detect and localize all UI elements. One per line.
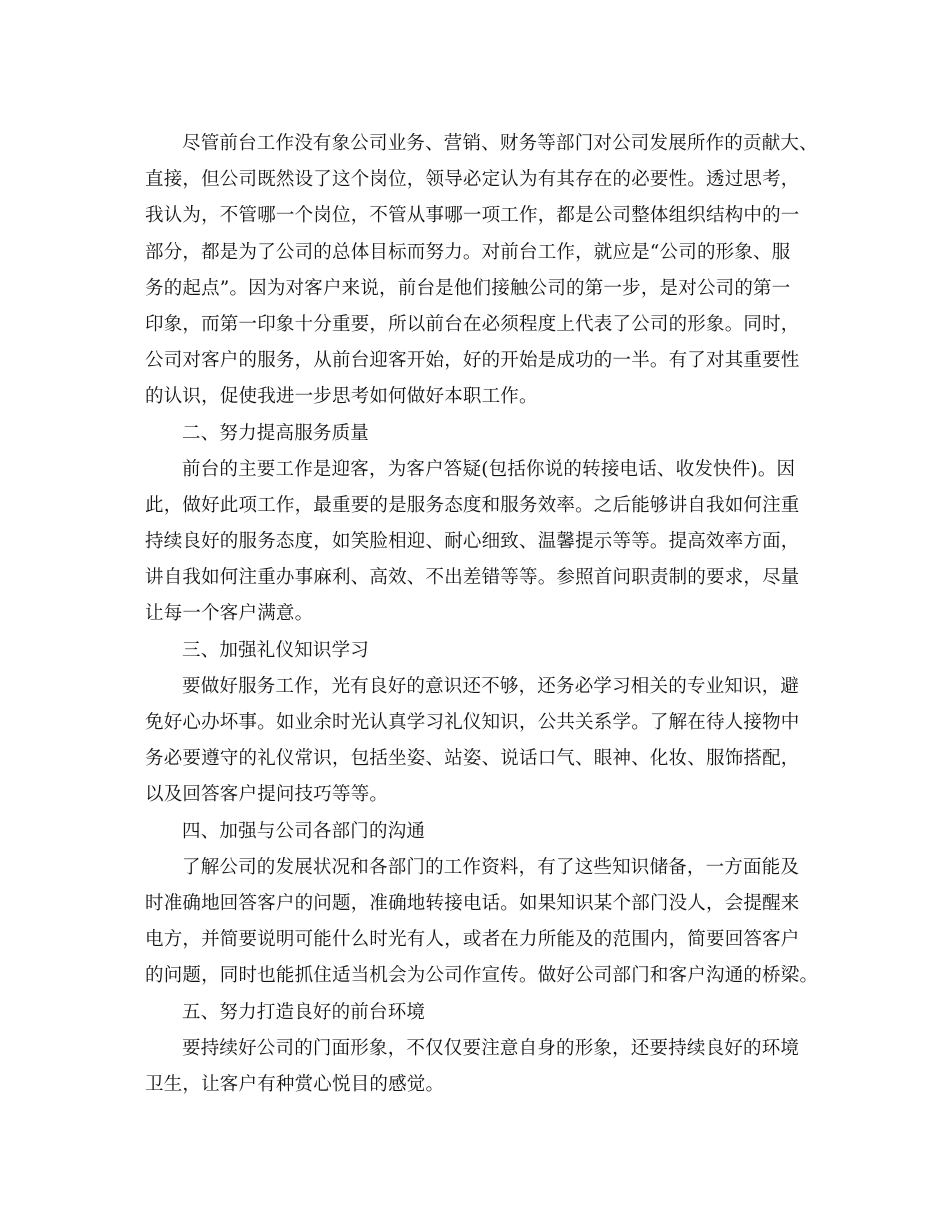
paragraph-4-line-1: 了解公司的发展状况和各部门的工作资料，有了这些知识储备，一方面能及	[182, 856, 800, 878]
paragraph-3-line-1: 要做好服务工作，光有良好的意识还不够，还务必学习相关的专业知识，避	[182, 675, 800, 697]
document-page	[145, 126, 819, 1103]
paragraph-2-line-1: 前台的主要工作是迎客，为客户答疑(包括你说的转接电话、收发快件)。因	[182, 458, 796, 480]
paragraph-4-line-3: 电方，并简要说明可能什么时光有人，或者在力所能及的范围内，简要回答客户	[145, 929, 800, 951]
paragraph-3-line-3: 务必要遵守的礼仪常识，包括坐姿、站姿、说话口气、眼神、化妆、服饰搭配，	[145, 748, 800, 770]
paragraph-1-line-7: 公司对客户的服务，从前台迎客开始，好的开始是成功的一半。有了对其重要性	[145, 350, 800, 372]
paragraph-1-line-6: 印象，而第一印象十分重要，所以前台在必须程度上代表了公司的形象。同时，	[145, 313, 800, 335]
paragraph-1-line-8: 的认识，促使我进一步思考如何做好本职工作。	[145, 386, 538, 408]
paragraph-4-line-2: 时准确地回答客户的问题，准确地转接电话。如果知识某个部门没人，会提醒来	[145, 892, 800, 914]
paragraph-1-line-5: 务的起点”。因为对客户来说，前台是他们接触公司的第一步，是对公司的第一	[145, 277, 791, 299]
section-heading-3: 三、加强礼仪知识学习	[182, 639, 370, 661]
paragraph-4-line-4: 的问题，同时也能抓住适当机会为公司作宣传。做好公司部门和客户沟通的桥梁。	[145, 965, 819, 987]
section-heading-4: 四、加强与公司各部门的沟通	[182, 820, 426, 842]
paragraph-2-line-3: 持续良好的服务态度，如笑脸相迎、耐心细致、温馨提示等等。提高效率方面，	[145, 531, 800, 553]
paragraph-1-line-3: 我认为，不管哪一个岗位，不管从事哪一项工作，都是公司整体组织结构中的一	[145, 205, 800, 227]
paragraph-1-line-4: 部分，都是为了公司的总体目标而努力。对前台工作，就应是“公司的形象、服	[145, 241, 791, 263]
paragraph-2-line-2: 此，做好此项工作，最重要的是服务态度和服务效率。之后能够讲自我如何注重	[145, 494, 800, 516]
paragraph-1-line-1: 尽管前台工作没有象公司业务、营销、财务等部门对公司发展所作的贡献大、	[182, 133, 818, 154]
paragraph-5-line-2: 卫生，让客户有种赏心悦目的感觉。	[145, 1073, 445, 1095]
section-heading-5: 五、努力打造良好的前台环境	[182, 1001, 426, 1023]
paragraph-3-line-4: 以及回答客户提问技巧等等。	[145, 784, 389, 806]
paragraph-3-line-2: 免好心办坏事。如业余时光认真学习礼仪知识，公共关系学。了解在待人接物中	[145, 712, 800, 733]
paragraph-1-line-2: 直接，但公司既然设了这个岗位，领导必定认为有其存在的必要性。透过思考，	[145, 169, 800, 191]
paragraph-5-line-1: 要持续好公司的门面形象，不仅仅要注意自身的形象，还要持续良好的环境	[182, 1037, 800, 1059]
paragraph-2-line-4: 讲自我如何注重办事麻利、高效、不出差错等等。参照首问职责制的要求，尽量	[145, 567, 800, 589]
paragraph-2-line-5: 让每一个客户满意。	[145, 603, 314, 625]
section-heading-2: 二、努力提高服务质量	[182, 422, 370, 444]
